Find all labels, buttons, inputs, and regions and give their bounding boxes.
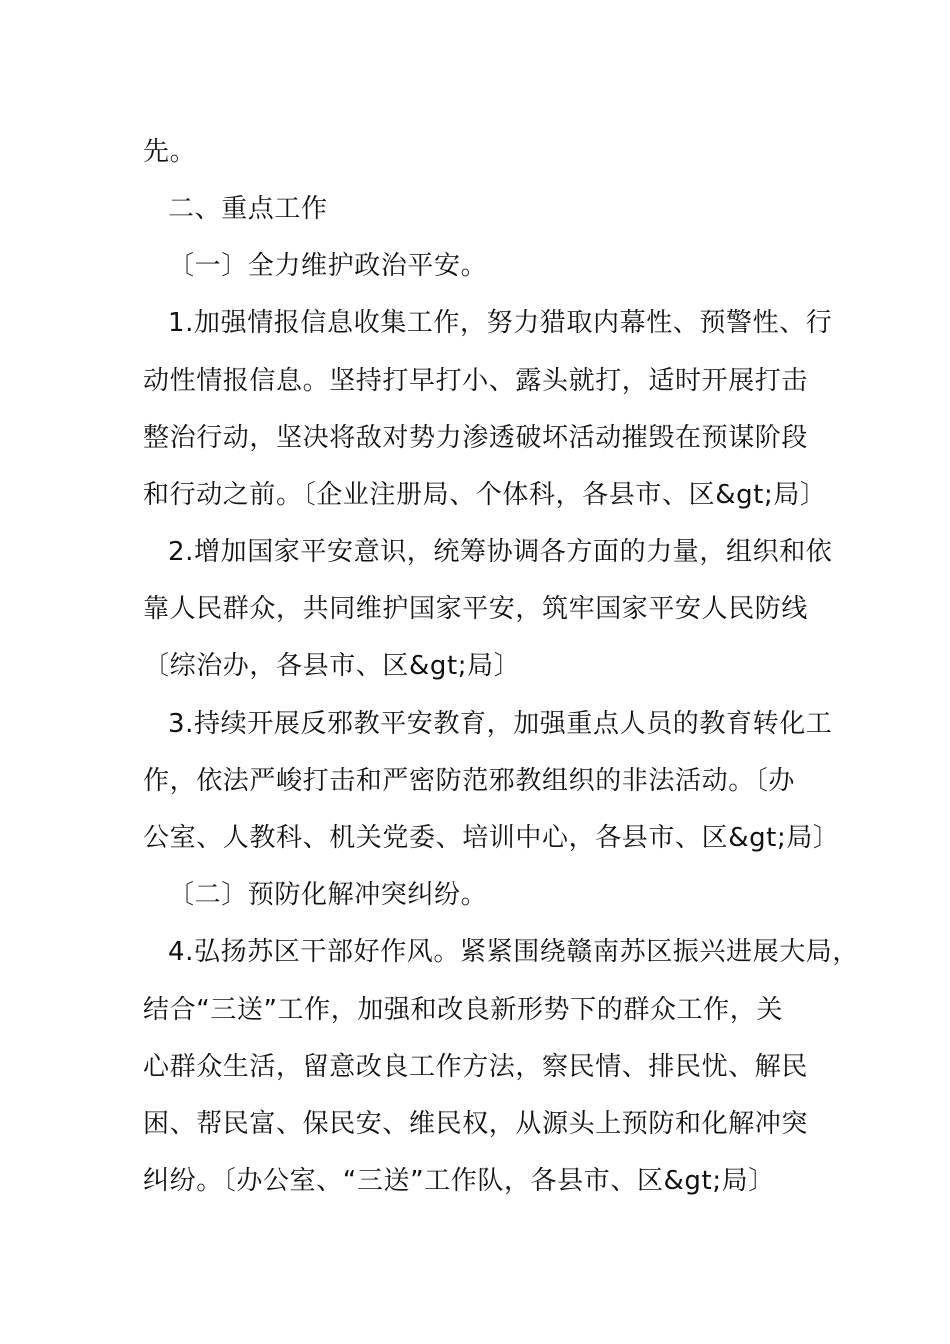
item-4-line-5: 纠纷。〔办公室、“三送”工作队，各县市、区&gt;局〕 [143, 1166, 775, 1196]
item-4-line-4: 困、帮民富、保民安、维民权，从源头上预防和化解冲突 [143, 1109, 809, 1139]
item-3-line-2: 作，依法严峻打击和严密防范邪教组织的非法活动。〔办 [143, 766, 796, 796]
section-heading-key-work: 二、重点工作 [168, 194, 328, 224]
item-3-line-3: 公室、人教科、机关党委、培训中心，各县市、区&gt;局〕 [143, 823, 840, 853]
item-4-line-3: 心群众生活，留意改良工作方法，察民情、排民忧、解民 [143, 1052, 809, 1082]
item-2-line-1: 2.增加国家平安意识，统筹协调各方面的力量，组织和依 [168, 537, 833, 567]
item-1-line-1: 1.加强情报信息收集工作，努力猎取内幕性、预警性、行 [168, 308, 833, 338]
item-3-line-1: 3.持续开展反邪教平安教育，加强重点人员的教育转化工 [168, 709, 833, 739]
item-2-line-3: 〔综治办，各县市、区&gt;局〕 [143, 651, 521, 681]
item-2-line-2: 靠人民群众，共同维护国家平安，筑牢国家平安人民防线 [143, 594, 809, 624]
text-line-continuation: 先。 [143, 137, 197, 167]
subsection-heading-political-safety: 〔一〕全力维护政治平安。 [168, 251, 488, 281]
item-4-line-2: 结合“三送”工作，加强和改良新形势下的群众工作，关 [143, 995, 783, 1025]
subsection-heading-dispute-prevention: 〔二〕预防化解冲突纠纷。 [168, 880, 488, 910]
item-1-line-4: 和行动之前。〔企业注册局、个体科，各县市、区&gt;局〕 [143, 480, 827, 510]
item-4-line-1: 4.弘扬苏区干部好作风。紧紧围绕赣南苏区振兴进展大局， [168, 937, 860, 967]
item-1-line-2: 动性情报信息。坚持打早打小、露头就打，适时开展打击 [143, 366, 809, 396]
item-1-line-3: 整治行动，坚决将敌对势力渗透破坏活动摧毁在预谋阶段 [143, 423, 809, 453]
